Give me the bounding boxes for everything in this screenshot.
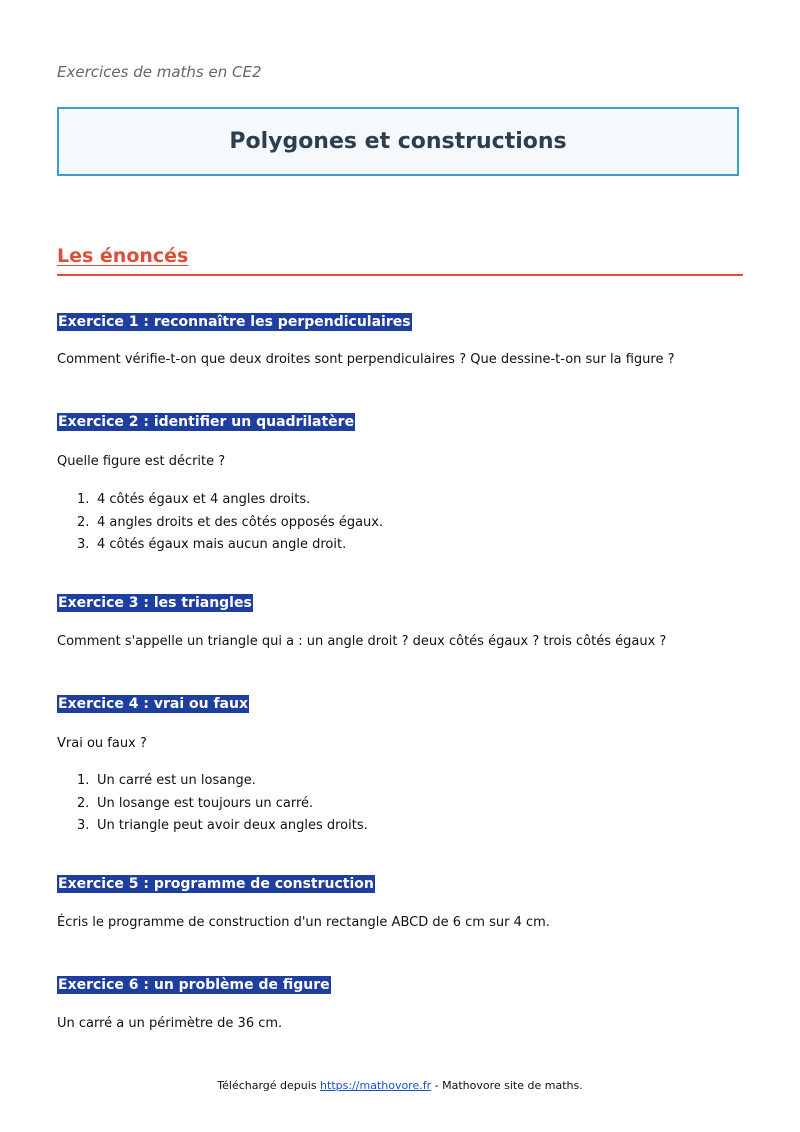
list-item xyxy=(57,536,383,559)
exercise-2-text: Quelle figure est décrite ? xyxy=(57,454,226,469)
exercise-3-text: Comment s'appelle un triangle qui a : un angle droit ? deux côtés égaux ? trois côtés égaux ? xyxy=(57,634,667,649)
list-number: 3. xyxy=(77,537,90,552)
page-footer xyxy=(0,1079,800,1092)
page-title: Polygones et constructions xyxy=(229,129,567,154)
list-item xyxy=(57,491,383,514)
exercise-3-heading: Exercice 3 : les triangles xyxy=(58,595,252,611)
list-number: 3. xyxy=(77,818,90,833)
title-box xyxy=(57,107,739,176)
list-item xyxy=(57,817,368,840)
list-number: 2. xyxy=(77,514,90,530)
exercise-1-text: Comment vérifie-t-on que deux droites sont perpendiculaires ? Que dessine-t-on sur la figure ? xyxy=(57,352,675,367)
footer-link[interactable]: https://mathovore.fr xyxy=(320,1079,432,1092)
list-item-text: 4 côtés égaux et 4 angles droits. xyxy=(97,492,311,507)
list-item xyxy=(57,795,368,818)
footer-prefix: Téléchargé depuis xyxy=(217,1079,321,1092)
list-item-text: Un carré est un losange. xyxy=(97,773,256,788)
exercise-4-heading: Exercice 4 : vrai ou faux xyxy=(58,696,248,712)
list-item-text: Un losange est toujours un carré. xyxy=(97,795,314,811)
page-header-subtitle: Exercices de maths en CE2 xyxy=(57,63,262,81)
exercise-2-list xyxy=(57,491,383,559)
exercise-6-text: Un carré a un périmètre de 36 cm. xyxy=(57,1016,283,1031)
list-item-text: Un triangle peut avoir deux angles droits. xyxy=(97,818,368,833)
section-divider xyxy=(57,274,743,276)
exercise-2-heading: Exercice 2 : identifier un quadrilatère xyxy=(58,414,355,430)
list-item xyxy=(57,514,383,537)
list-number: 1. xyxy=(77,773,90,788)
section-title: Les énoncés xyxy=(57,245,189,267)
exercise-6-heading: Exercice 6 : un problème de figure xyxy=(58,977,330,993)
exercise-4-list xyxy=(57,772,368,840)
list-number: 1. xyxy=(77,492,90,507)
list-item xyxy=(57,772,368,795)
footer-suffix: - Mathovore site de maths. xyxy=(431,1079,583,1092)
list-item-text: 4 angles droits et des côtés opposés égaux. xyxy=(97,514,384,530)
list-number: 2. xyxy=(77,795,90,811)
exercise-1-heading: Exercice 1 : reconnaître les perpendiculaires xyxy=(58,314,411,330)
list-item-text: 4 côtés égaux mais aucun angle droit. xyxy=(97,537,347,552)
exercise-5-text: Écris le programme de construction d'un rectangle ABCD de 6 cm sur 4 cm. xyxy=(57,915,550,930)
exercise-4-text: Vrai ou faux ? xyxy=(57,736,147,751)
exercise-5-heading: Exercice 5 : programme de construction xyxy=(58,876,374,892)
